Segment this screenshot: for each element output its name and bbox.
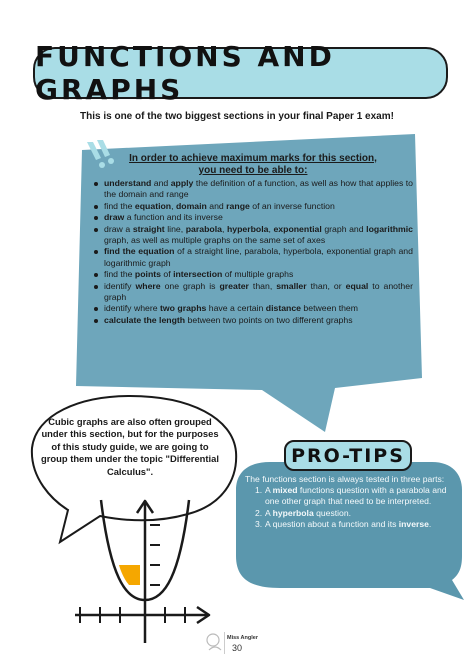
protips-list (255, 485, 450, 530)
list-item: 3. A question about a function and its inverse. (255, 518, 432, 529)
main-bubble-header: In order to achieve maximum marks for this section, you need to be able to: (129, 153, 377, 176)
list-item: identify where two graphs have a certain distance between them (93, 303, 413, 314)
list-item: draw a function and its inverse (93, 212, 413, 223)
protips-label (284, 440, 412, 471)
page-subtitle: This is one of the two biggest sections in your final Paper 1 exam! (80, 111, 394, 122)
list-item: draw a straight line, parabola, hyperbola, exponential graph and logarithmic graph, as well as multiple graphs on the same set of axes (93, 224, 413, 247)
list-item: find the points of intersection of multiple graphs (93, 269, 413, 280)
footer-author: Miss Angler (227, 635, 258, 641)
list-item: calculate the length between two points on two different graphs (93, 315, 413, 326)
cubic-note: Cubic graphs are also often grouped under this section, but for the purposes of this study guide, we are going to group them under the topic "Differential Calculus". (41, 416, 219, 477)
main-bubble-content (93, 153, 413, 326)
skills-list (93, 178, 413, 326)
page-number: 30 (232, 643, 243, 653)
list-item: 2. A hyperbola question. (255, 507, 352, 518)
list-item: find the equation of a straight line, parabola, hyperbola, exponential graph and logarithmic graph (93, 246, 413, 269)
footer (205, 632, 265, 662)
list-item: 1. A mixed functions question with a parabola and one other graph that need to be interpreted. (255, 485, 447, 507)
page-title: FUNCTIONS AND GRAPHS (35, 40, 335, 106)
list-item: understand and apply the definition of a function, as well as how that applies to the domain and range (93, 178, 413, 201)
list-item: identify where one graph is greater than, smaller than, or equal to another graph (93, 281, 413, 304)
miss-angler-logo-icon (205, 632, 225, 654)
list-item: find the equation, domain and range of an inverse function (93, 201, 413, 212)
protips-title: PRO-TIPS (291, 444, 405, 467)
graph-curve-icon (55, 495, 215, 645)
protips-intro: The functions section is always tested in three parts: (245, 474, 445, 484)
protips-content (245, 474, 450, 530)
